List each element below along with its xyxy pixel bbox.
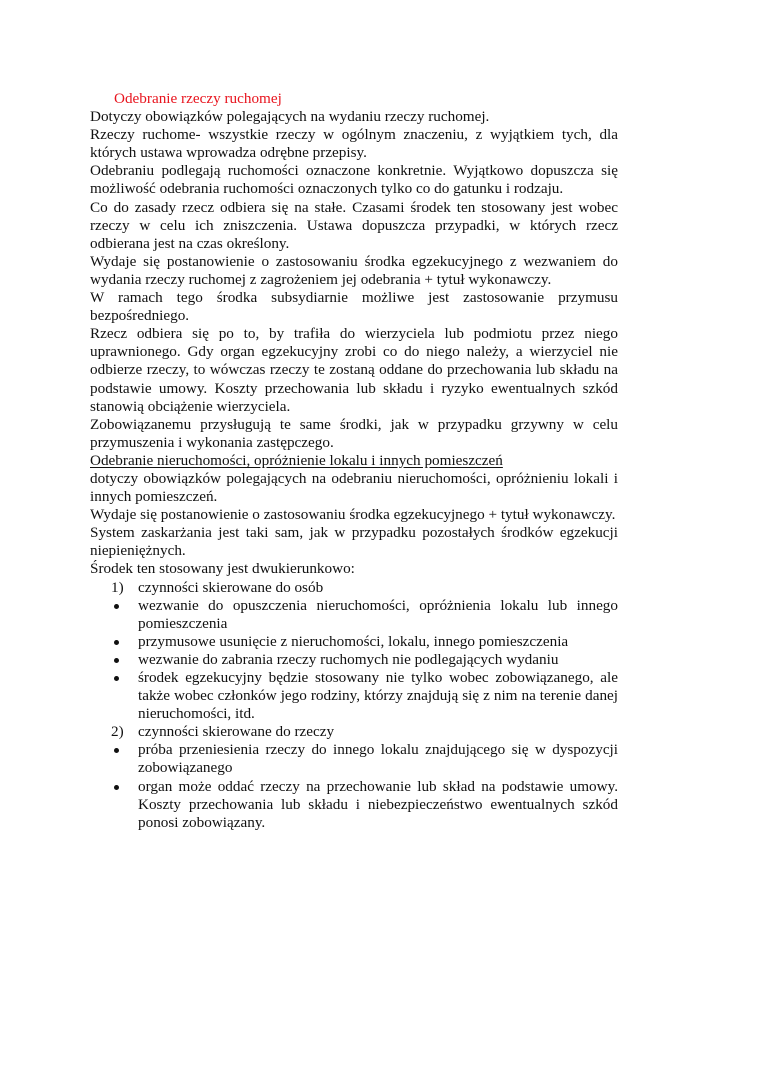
bullet-list <box>90 597 618 724</box>
paragraph: Zobowiązanemu przysługują te same środki, jak w przypadku grzywny w celu przymuszenia i wykonania zastępczego. <box>90 415 618 451</box>
paragraph: W ramach tego środka subsydiarnie możliwe jest zastosowanie przymusu bezpośredniego. <box>90 289 618 325</box>
numbered-list <box>90 579 618 597</box>
bullet-icon <box>114 640 119 645</box>
bullet-icon <box>114 748 119 753</box>
bullet-text: próba przeniesienia rzeczy do innego lokalu znajdującego się w dyspozycji zobowiązanego <box>138 741 618 777</box>
bullet-text: środek egzekucyjny będzie stosowany nie tylko wobec zobowiązanego, ale także wobec członków jego rodziny, którzy znajdują się z nim na terenie danej nieruchomości, itd. <box>138 669 618 723</box>
list-number: 2) <box>111 723 124 741</box>
paragraph: System zaskarżania jest taki sam, jak w przypadku pozostałych środków egzekucji niepieniężnych. <box>90 524 618 560</box>
bullet-text: wezwanie do opuszczenia nieruchomości, opróżnienia lokalu lub innego pomieszczenia <box>138 596 618 632</box>
bullet-list-item <box>90 778 618 832</box>
document-page <box>90 90 618 832</box>
list-item-label: czynności skierowane do rzeczy <box>138 723 335 741</box>
section-heading: Odebranie nieruchomości, opróżnienie lokalu i innych pomieszczeń <box>90 451 503 469</box>
bullet-text: przymusowe usunięcie z nieruchomości, lokalu, innego pomieszczenia <box>138 632 569 650</box>
numbered-list-item <box>90 579 618 597</box>
section-title: Odebranie rzeczy ruchomej <box>114 90 282 107</box>
bullet-icon <box>114 658 119 663</box>
paragraph: Co do zasady rzecz odbiera się na stałe. Czasami środek ten stosowany jest wobec rzeczy w celu ich zniszczenia. Ustawa dopuszcza przypadki, w których rzecz odbierana jest na czas określony. <box>90 198 618 252</box>
bullet-list-item <box>90 741 618 777</box>
paragraph: Dotyczy obowiązków polegających na wydaniu rzeczy ruchomej. <box>90 108 490 126</box>
bullet-text: organ może oddać rzeczy na przechowanie lub skład na podstawie umowy. Koszty przechowania lub składu i niebezpieczeństwo ewentualnych szkód ponosi zobowiązany. <box>138 777 618 831</box>
numbered-list <box>90 723 618 741</box>
bullet-list <box>90 741 618 831</box>
list-item-label: czynności skierowane do osób <box>138 578 324 596</box>
list-number: 1) <box>111 578 124 596</box>
bullet-list-item <box>90 597 618 633</box>
numbered-list-item <box>90 723 618 741</box>
paragraph: Rzecz odbiera się po to, by trafiła do wierzyciela lub podmiotu przez niego uprawnionego. Gdy organ egzekucyjny zrobi co do niego należy, a wierzyciel nie odbierze rzeczy, to wówczas rzeczy te zostaną oddane do przechowania lub składu na podstawie umowy. Koszty przechowania lub składu i ryzyko ewentualnych szkód stanowią obciążenie wierzyciela. <box>90 325 618 415</box>
bullet-icon <box>114 785 119 790</box>
bullet-list-item <box>90 651 618 669</box>
paragraph: dotyczy obowiązków polegających na odebraniu nieruchomości, opróżnieniu lokali i innych pomieszczeń. <box>90 469 618 506</box>
paragraph: Odebraniu podlegają ruchomości oznaczone konkretnie. Wyjątkowo dopuszcza się możliwość odebrania ruchomości oznaczonych tylko co do gatunku i rodzaju. <box>90 162 618 198</box>
bullet-icon <box>114 676 119 681</box>
paragraph: Środek ten stosowany jest dwukierunkowo: <box>90 560 355 578</box>
bullet-icon <box>114 604 119 609</box>
paragraph: Rzeczy ruchome- wszystkie rzeczy w ogólnym znaczeniu, z wyjątkiem tych, dla których ustawa wprowadza odrębne przepisy. <box>90 126 618 162</box>
paragraph: Wydaje się postanowienie o zastosowaniu środka egzekucyjnego z wezwaniem do wydania rzeczy ruchomej z zagrożeniem jej odebrania + tytuł wykonawczy. <box>90 252 618 288</box>
bullet-text: wezwanie do zabrania rzeczy ruchomych nie podlegających wydaniu <box>138 650 559 668</box>
paragraph: Wydaje się postanowienie o zastosowaniu środka egzekucyjnego + tytuł wykonawczy. <box>90 506 616 524</box>
bullet-list-item <box>90 633 618 651</box>
bullet-list-item <box>90 669 618 723</box>
